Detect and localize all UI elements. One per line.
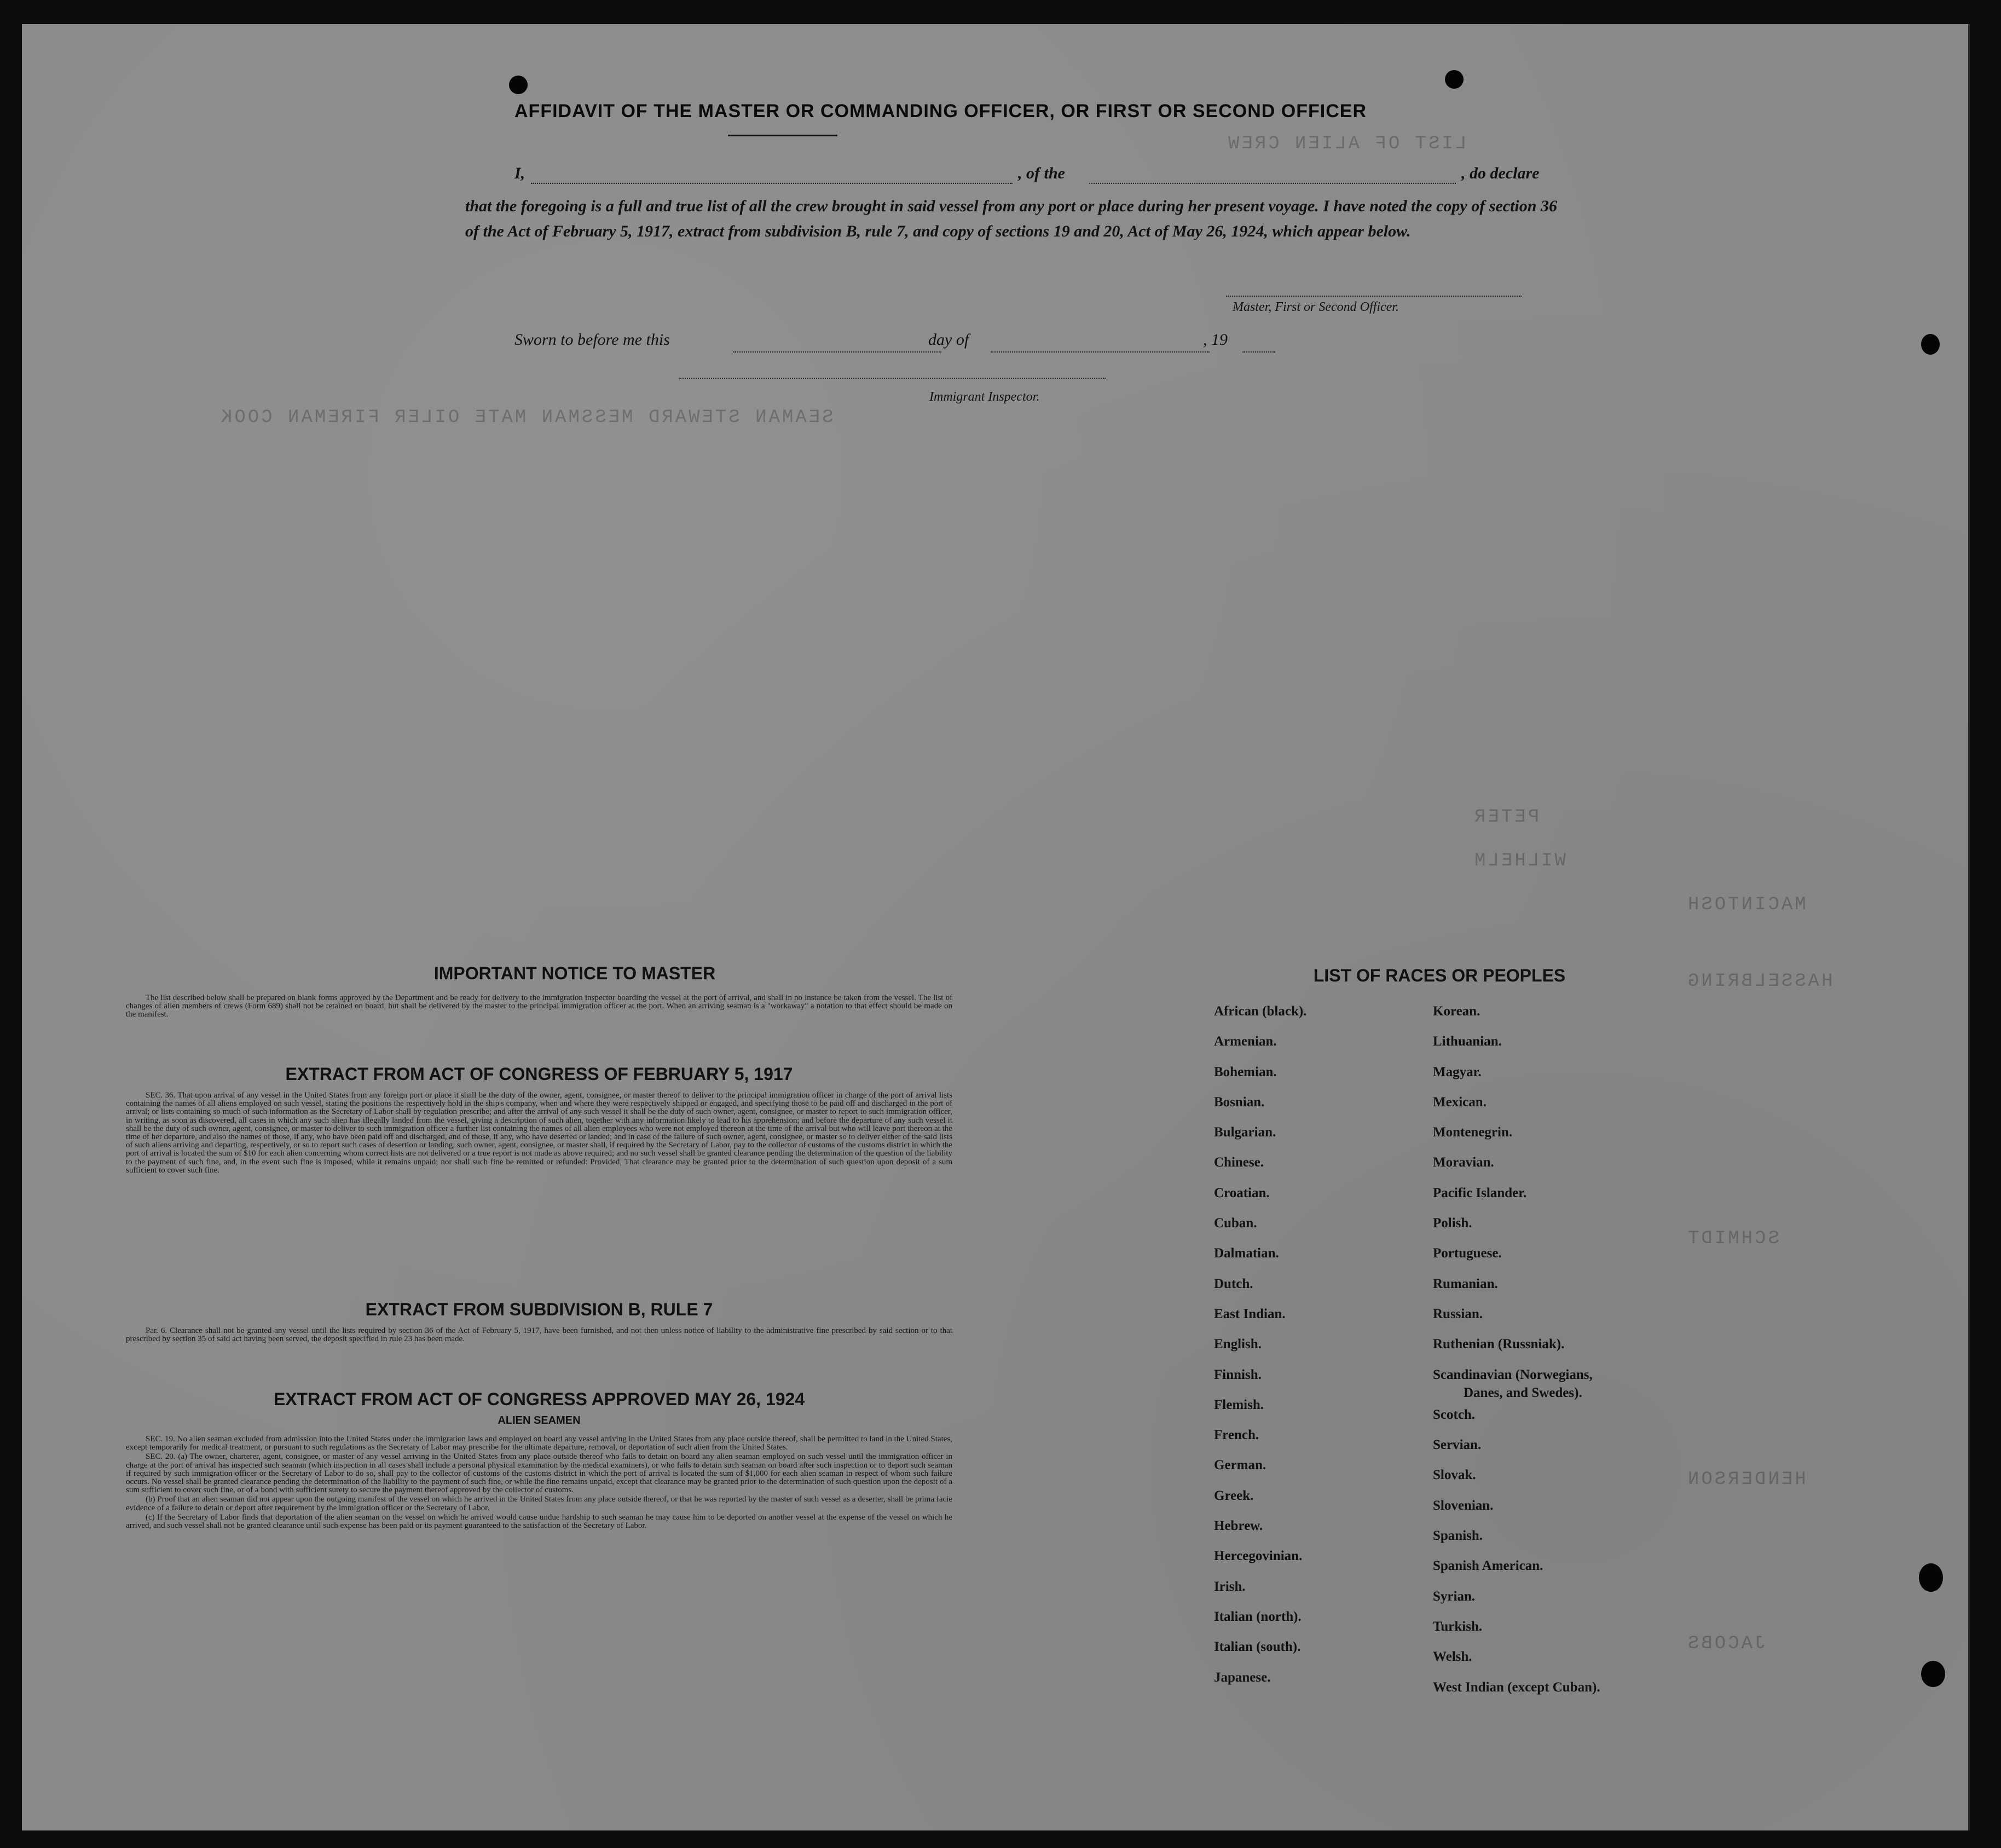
race-item-african-black: African (black). (1214, 1004, 1307, 1019)
race-item-dutch: Dutch. (1214, 1276, 1253, 1291)
extract-1924-title: EXTRACT FROM ACT OF CONGRESS APPROVED MAY 26, 1924 (273, 1389, 805, 1409)
race-item-bohemian: Bohemian. (1214, 1064, 1277, 1079)
sworn-day-line (733, 351, 941, 353)
race-item-bulgarian: Bulgarian. (1214, 1125, 1276, 1140)
punch-hole (1919, 1563, 1943, 1592)
race-item-spanish-american: Spanish American. (1433, 1558, 1543, 1574)
race-item-welsh: Welsh. (1433, 1649, 1472, 1665)
alien-seamen-subtitle: ALIEN SEAMEN (498, 1414, 581, 1427)
notice-paragraph: The list described below shall be prepared on blank forms approved by the Department and be ready for delivery to the immigration inspector boarding the vessel at the port of arrival, and shall in no instance be taken from the vessel. The list of changes of alien members of crews (Form 689) shall not be retained on board, but shall be delivered by the master to the principal immigration officer at the port. When an arriving seaman is a "workaway" a notation to that effect should be made on the manifest. (126, 994, 952, 1019)
races-left-column (1214, 1004, 1306, 1700)
race-item-hercegovinian: Hercegovinian. (1214, 1549, 1303, 1564)
sworn-year-line (1242, 351, 1275, 353)
race-item-montenegrin: Montenegrin. (1433, 1125, 1513, 1140)
race-item-german: German. (1214, 1458, 1266, 1473)
race-item-scandinavian-norwegians: Scandinavian (Norwegians, (1433, 1367, 1593, 1382)
race-item-armenian: Armenian. (1214, 1034, 1277, 1049)
bleed-through-row: LIST OF ALIEN CREW (1226, 134, 1467, 154)
rule-7-paragraph: Par. 6. Clearance shall not be granted any vessel until the lists required by section 36 of the Act of February 5, 1917, have been furnished, and not then unless notice of liability to the administrative fine prescribed by said section or to that prescribed by section 35 of said act having been served, the deposit specified in rule 23 has been made. (126, 1326, 952, 1344)
punch-hole (1445, 70, 1464, 89)
master-signature-label: Master, First or Second Officer. (1233, 300, 1399, 314)
bleed-through-row: JACOBS (1686, 1633, 1766, 1654)
races-title: LIST OF RACES OR PEOPLES (1313, 966, 1566, 985)
vessel-name-line (1089, 183, 1456, 184)
race-item-ruthenian-russniak: Ruthenian (Russniak). (1433, 1337, 1565, 1352)
vessel-label: , of the (1018, 164, 1065, 182)
race-item-turkish: Turkish. (1433, 1619, 1483, 1634)
race-item-italian-north: Italian (north). (1214, 1609, 1302, 1624)
section-20c-paragraph: (c) If the Secretary of Labor finds that deportation of the alien seaman on the vessel on which he arrived would cause undue hardship to such seaman he may cause him to be deported on another vessel at the expense of the vessel on which he arrived, and such vessel shall not be granted clearance until such expense has been paid or its payment guaranteed to the satisfaction of the Secretary of Labor. (126, 1512, 952, 1531)
race-item-pacific-islander: Pacific Islander. (1433, 1185, 1527, 1200)
race-item-danes-and-swedes: Danes, and Swedes). (1464, 1385, 1582, 1400)
bleed-through-row: PETER (1472, 807, 1540, 828)
inspector-label: Immigrant Inspector. (929, 390, 1040, 404)
race-item-russian: Russian. (1433, 1306, 1483, 1321)
title-underline (728, 135, 837, 136)
do-declare-label: , do declare (1461, 164, 1540, 182)
race-item-lithuanian: Lithuanian. (1433, 1034, 1502, 1049)
races-right-column (1433, 1004, 1600, 1710)
race-item-cuban: Cuban. (1214, 1216, 1257, 1231)
declarant-label: I, (514, 164, 525, 182)
sworn-month-line (991, 351, 1210, 353)
bleed-through-row: WILHELM (1472, 851, 1566, 871)
race-item-italian-south: Italian (south). (1214, 1639, 1301, 1655)
race-item-servian: Servian. (1433, 1437, 1482, 1453)
race-item-korean: Korean. (1433, 1004, 1480, 1019)
punch-hole (1921, 334, 1940, 355)
race-item-japanese: Japanese. (1214, 1670, 1271, 1685)
race-item-rumanian: Rumanian. (1433, 1276, 1498, 1291)
race-item-polish: Polish. (1433, 1216, 1472, 1231)
race-item-slovenian: Slovenian. (1433, 1498, 1494, 1513)
declarant-name-line (531, 183, 1013, 184)
rule-7-body (126, 1327, 952, 1344)
section-19-paragraph: SEC. 19. No alien seaman excluded from admission into the United States under the immigration laws and employed on board any vessel arriving in the United States from any place outside thereof, shall be permitted to land in the United States, except temporarily for medical treatment, or pursuant to such regulations as the Secretary of Labor may prescribe for the ultimate departure, removal, or deportation of such alien from the United States. (126, 1435, 952, 1452)
sworn-label: Sworn to before me this (514, 331, 670, 349)
race-item-greek: Greek. (1214, 1488, 1254, 1503)
race-item-slovak: Slovak. (1433, 1468, 1476, 1483)
race-item-portuguese: Portuguese. (1433, 1246, 1502, 1261)
bleed-through-row: SCHMIDT (1686, 1228, 1779, 1249)
race-item-east-indian: East Indian. (1214, 1306, 1286, 1321)
race-item-magyar: Magyar. (1433, 1064, 1482, 1079)
section-20b-paragraph: (b) Proof that an alien seaman did not appear upon the outgoing manifest of the vessel on which he arrived in the United States from any place outside thereof, or that he was reported by the master of such vessel as a deserter, shall be prima facie evidence of a failure to detain or deport after requirement by the immigration officer or the Secretary of Labor. (126, 1495, 952, 1512)
section-36-paragraph: SEC. 36. That upon arrival of any vessel in the United States from any foreign port or place it shall be the duty of the owner, agent, consignee, or master thereof to deliver to the principal immigration officer in charge of the port of arrival lists containing the names of all aliens employed on such vessel, stating the positions the respectively hold in the ship's company, when and where they were respectively shipped or engaged, and specifying those to be paid off and discharged in the port of arrival; or lists containing so much of such information as the Secretary of Labor shall by regulation prescribe; and after the arrival of any such vessel it shall be the duty of such owner, agent, consignee, or master to report to such immigration officer, in writing, as soon as discovered, all cases in which any such alien has illegally landed from the vessel, giving a description of such alien, together with any information likely to lead to his apprehension; and before the departure of any such vessel it shall be the duty of such owner, agent, consignee, or master to deliver to such immigration officer a further list containing the names of all alien employees who were not employed thereon at the time of the arrival but who will leave port thereon at the time of her departure, and also the names of those, if any, who have been paid off and discharged, and of those, if any, who have deserted or landed; and in case of the failure of such owner, agent, consignee, or master so to deliver either of the said lists of such aliens arriving and departing, respectively, or so to report such cases of desertion or landing, such owner, agent, consignee, or master shall, if required by the Secretary of Labor, pay to the collector of customs of the customs district in which the port of arrival is located the sum of $10 for each alien concerning whom correct lists are not delivered or a true report is not made as above required; and no such vessel shall be granted clearance pending the determination of the question of the liability to the payment of such fine, and, in the event such fine is imposed, while it remains unpaid; nor shall such fine be remitted or refunded: Provided, That clearance may be granted prior to the determination of such question upon deposit of a sum sufficient to cover such fine. (126, 1091, 952, 1175)
race-item-scotch: Scotch. (1433, 1407, 1476, 1422)
bleed-through-row: SEAMAN STEWARD MESSMAN MATE OILER FIREMAN COOK (219, 407, 834, 428)
declaration-text: that the foregoing is a full and true list of all the crew brought in said vessel from any port or place during her present voyage. I have noted the copy of section 36 of the Act of February 5, 1917, extract from subdivision B, rule 7, and copy of sections 19 and 20, Act of May 26, 1924, which appear below. (465, 197, 1557, 240)
race-item-syrian: Syrian. (1433, 1589, 1476, 1604)
race-item-french: French. (1214, 1428, 1259, 1443)
extract-1917-title: EXTRACT FROM ACT OF CONGRESS OF FEBRUARY 5, 1917 (285, 1064, 793, 1084)
race-item-croatian: Croatian. (1214, 1185, 1270, 1200)
extract-1917-body (126, 1092, 952, 1176)
section-20a-paragraph: SEC. 20. (a) The owner, charterer, agent, consignee, or master of any vessel arriving in the United States from any place outside thereof who fails to detain on board any alien seaman employed on such vessel until the immigration officer in charge at the port of arrival has inspected such seaman (which inspection in all cases shall include a personal physical examination by the medical examiners), or who fails to detain such seaman on board after such inspection or to deport such seaman if required by such immigration officer or the Secretary of Labor to do so, shall pay to the collector of customs of the customs district in which the port of arrival is located the sum of $1,000 for each alien seaman in respect of whom such failure occurs. No vessel shall be granted clearance pending the determination of the liability to the payment of such fine, or while the fine remains unpaid, except that clearance may be granted prior to the determination of such question upon the deposit of a sum sufficient to cover such fine, or of a bond with sufficient surety to secure the payment thereof approved by the collector of customs. (126, 1452, 952, 1495)
extract-1924-body (126, 1435, 952, 1531)
bleed-through-row: MACINTOSH (1686, 894, 1806, 915)
document-page (22, 24, 1970, 1830)
race-item-flemish: Flemish. (1214, 1397, 1264, 1412)
affidavit-title: AFFIDAVIT OF THE MASTER OR COMMANDING OFFICER, OR FIRST OR SECOND OFFICER (514, 101, 1367, 122)
master-signature-line (1226, 296, 1522, 297)
punch-hole (509, 76, 528, 94)
bleed-through-row: HASSELBRING (1686, 971, 1833, 992)
year-label: , 19 (1203, 331, 1228, 349)
punch-hole (1921, 1661, 1945, 1687)
race-item-finnish: Finnish. (1214, 1367, 1262, 1382)
race-item-bosnian: Bosnian. (1214, 1094, 1265, 1110)
race-item-dalmatian: Dalmatian. (1214, 1246, 1279, 1261)
race-item-mexican: Mexican. (1433, 1094, 1487, 1110)
inspector-signature-line (679, 378, 1106, 379)
race-item-irish: Irish. (1214, 1579, 1246, 1594)
notice-body (126, 994, 952, 1020)
race-item-hebrew: Hebrew. (1214, 1518, 1263, 1534)
race-item-spanish: Spanish. (1433, 1528, 1483, 1544)
race-item-chinese: Chinese. (1214, 1155, 1264, 1170)
notice-title: IMPORTANT NOTICE TO MASTER (433, 963, 716, 983)
bleed-through-row: HENDERSON (1686, 1469, 1806, 1490)
race-item-english: English. (1214, 1337, 1262, 1352)
day-of-label: day of (928, 331, 969, 349)
race-item-west-indian-except-cuban: West Indian (except Cuban). (1433, 1679, 1600, 1695)
rule-7-title: EXTRACT FROM SUBDIVISION B, RULE 7 (365, 1300, 713, 1319)
race-item-moravian: Moravian. (1433, 1155, 1494, 1170)
